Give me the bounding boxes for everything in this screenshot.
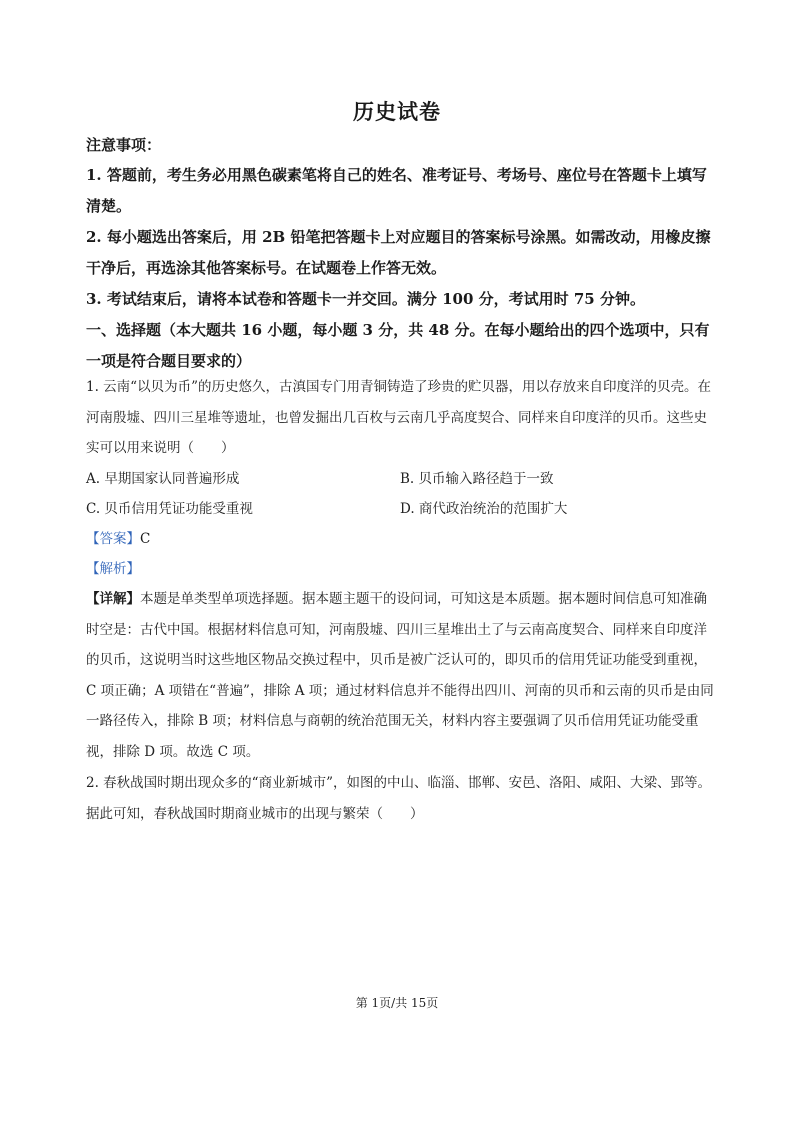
detail-tag: 【详解】 bbox=[86, 591, 140, 607]
detail-text: 本题是单类型单项选择题。据本题主题干的设问词，可知这是本质题。据本题时间信息可知准确时空是：古代中国。根据材料信息可知，河南殷墟、四川三星堆出土了与云南高度契合、同样来自印度洋的贝币，这说明当时这些地区物品交换过程中，贝币是被广泛认可的，即贝币的信用凭证功能受到重视，C 项正确；A 项错在“普遍”，排除 A 项；通过材料信息并不能得出四川、河南的贝币和云南的贝币是由同一路径传入，排除 B 项；材料信息与商朝的统治范围无关，材料内容主要强调了贝币信用凭证功能受重视，排除 D 项。故选 C 项。 bbox=[86, 591, 714, 760]
notice-item-1: 1. 答题前，考生务必用黑色碳素笔将自己的姓名、准考证号、考场号、座位号在答题卡上填写清楚。 bbox=[86, 166, 707, 215]
analysis-tag: 【解析】 bbox=[86, 561, 140, 577]
analysis-line bbox=[86, 557, 140, 577]
question-1-option-a: A. 早期国家认同普遍形成 bbox=[86, 471, 240, 487]
page-title: 历史试卷 bbox=[353, 99, 441, 124]
detail-explanation bbox=[86, 584, 716, 767]
notice-heading: 注意事项： bbox=[86, 136, 162, 154]
question-1-option-d: D. 商代政治统治的范围扩大 bbox=[400, 501, 568, 517]
notice-item-2: 2. 每小题选出答案后，用 2B 铅笔把答题卡上对应题目的答案标号涂黑。如需改动，用橡皮擦干净后，再选涂其他答案标号。在试题卷上作答无效。 bbox=[86, 228, 711, 277]
question-1-option-b: B. 贝币输入路径趋于一致 bbox=[400, 471, 554, 487]
question-2-stem: 2. 春秋战国时期出现众多的“商业新城市”，如图的中山、临淄、邯郸、安邑、洛阳、咸阳、大梁、郢等。据此可知，春秋战国时期商业城市的出现与繁荣（ ） bbox=[86, 775, 711, 822]
answer-value: C bbox=[140, 531, 151, 547]
question-1-stem: 1. 云南“以贝为币”的历史悠久，古滇国专门用青铜铸造了珍贵的贮贝器，用以存放来自印度洋的贝壳。在河南殷墟、四川三星堆等遗址，也曾发掘出几百枚与云南几乎高度契合、同样来自印度洋的贝币。这些史实可以用来说明（ ） bbox=[86, 379, 711, 456]
page-footer: 第 1页/共 15页 bbox=[355, 996, 439, 1010]
answer-tag: 【答案】 bbox=[86, 531, 140, 547]
question-1-option-c: C. 贝币信用凭证功能受重视 bbox=[86, 501, 253, 517]
answer-line bbox=[86, 527, 150, 547]
section-heading: 一、选择题（本大题共 16 小题，每小题 3 分，共 48 分。在每小题给出的四个选项中，只有一项是符合题目要求的） bbox=[86, 321, 710, 370]
notice-item-3: 3. 考试结束后，请将本试卷和答题卡一并交回。满分 100 分，考试用时 75 分钟。 bbox=[86, 290, 645, 308]
